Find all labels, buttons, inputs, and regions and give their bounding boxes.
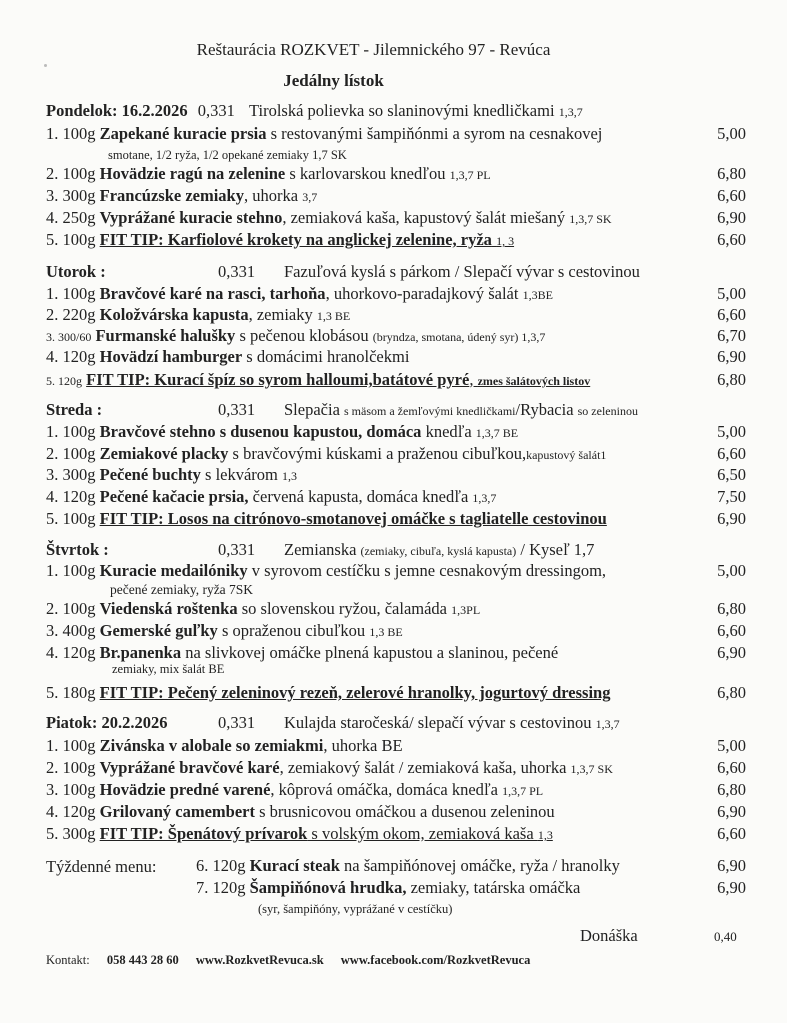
item-num: 4. 120g — [46, 802, 96, 821]
item-name: FIT TIP: Losos na citrónovo-smotanovej omáčke s tagliatelle cestovinou — [99, 509, 607, 528]
item-name: Pečené kačacie prsia, — [99, 487, 249, 506]
menu-item — [46, 598, 746, 620]
item-name: Hovädzí hamburger — [99, 347, 243, 366]
item-price: 6,80 — [713, 682, 746, 704]
monday-header — [46, 100, 746, 122]
item-num: 6. 120g — [196, 856, 246, 875]
soup-a-desc: s mäsom a žemľovými knedličkami — [344, 404, 516, 418]
contact-footer — [46, 953, 544, 968]
contact-facebook: www.facebook.com/RozkvetRevuca — [340, 953, 531, 967]
item-price: 5,00 — [717, 736, 746, 755]
item-price: 6,70 — [717, 326, 746, 345]
soup-name: Kulajda staročeská/ slepačí vývar s cestovinou — [284, 713, 592, 732]
item-note: smotane, 1/2 ryža, 1/2 opekané zemiaky 1,7 SK — [108, 148, 347, 162]
item-price: 6,60 — [717, 444, 746, 463]
soup-qty: 0,331 — [218, 400, 256, 419]
item-name: Koložvárska kapusta — [99, 305, 249, 324]
tuesday-header — [46, 261, 746, 283]
menu-item — [46, 486, 746, 508]
contact-label: Kontakt: — [46, 953, 90, 967]
item-name: Kuracie medailóniky — [99, 561, 248, 580]
soup-a-desc: (zemiaky, cibuľa, kyslá kapusta) — [360, 544, 517, 558]
thursday-header — [46, 539, 746, 561]
soup-a: Zemianska — [284, 540, 357, 559]
menu-item — [46, 421, 746, 443]
soup-name: Fazuľová kyslá s párkom / Slepačí vývar s cestovinou — [284, 262, 640, 281]
item-price: 6,80 — [717, 599, 746, 618]
item-desc: s bravčovými kúskami a praženou cibuľkou, — [228, 444, 527, 463]
item-num: 3. 400g — [46, 621, 96, 640]
soup-qty: 0,331 — [218, 540, 256, 559]
item-allergens: 3,7 — [302, 190, 318, 204]
item-desc: , zemiakový šalát / zemiaková kaša, uhorka — [279, 758, 571, 777]
menu-item — [46, 757, 746, 779]
item-price: 6,50 — [717, 465, 746, 484]
item-name: Kurací steak — [249, 856, 340, 875]
item-allergens: zmes šalátových listov — [477, 374, 591, 388]
weekly-item — [196, 855, 746, 877]
item-num: 4. 120g — [46, 643, 96, 662]
item-name: FIT TIP: Karfiolové krokety na anglickej zelenine, ryža — [99, 230, 492, 249]
soup-b: /Rybacia — [515, 400, 574, 419]
item-name: FIT TIP: Kurací špíz so syrom halloumi,batátové pyré — [86, 370, 470, 389]
item-allergens: 1,3 — [282, 469, 298, 483]
item-num: 2. 220g — [46, 305, 96, 324]
item-num: 5. 180g — [46, 683, 96, 702]
item-num: 3. 300g — [46, 186, 96, 205]
item-price: 6,90 — [717, 856, 746, 875]
menu-item — [46, 560, 746, 582]
item-num: 4. 250g — [46, 208, 96, 227]
item-num: 5. 100g — [46, 230, 96, 249]
soup-b: / Kyseľ 1,7 — [520, 540, 595, 559]
soup-name: Tirolská polievka so slaninovými knedličkami — [249, 101, 555, 120]
item-desc: knedľa — [421, 422, 476, 441]
item-note: pečené zemiaky, ryža 7SK — [110, 582, 254, 597]
item-allergens: 1,3,7 PL — [449, 168, 491, 182]
item-name: Br.panenka — [99, 643, 182, 662]
item-price: 6,90 — [717, 878, 746, 897]
soup-qty: 0,331 — [197, 101, 235, 120]
item-price: 5,00 — [717, 124, 746, 143]
item-allergens: kapustový šalát1 — [526, 448, 607, 462]
item-name: Grilovaný camembert — [99, 802, 255, 821]
item-price: 5,00 — [717, 561, 746, 580]
weekly-menu-label: Týždenné menu: — [46, 857, 157, 876]
day-label: Pondelok: 16.2.2026 — [46, 101, 188, 120]
day-label: Piatok: 20.2.2026 — [46, 713, 168, 732]
item-name: Bravčové karé na rasci, tarhoňa — [99, 284, 326, 303]
item-name: FIT TIP: Pečený zeleninový rezeň, zelerové hranolky, jogurtový dressing — [99, 683, 611, 702]
item-num: 5. 120g — [46, 374, 82, 388]
item-desc: , — [469, 370, 478, 389]
day-label: Streda : — [46, 400, 103, 419]
item-desc: , uhorkovo-paradajkový šalát — [325, 284, 523, 303]
item-name: Hovädzie ragú na zelenine — [99, 164, 286, 183]
item-name: Furmanské halušky — [95, 326, 236, 345]
item-name: Hovädzie predné varené — [99, 780, 271, 799]
item-name: Vyprážané bravčové karé — [99, 758, 280, 777]
item-desc: s restovanými šampiňónmi a syrom na cesnakovej — [266, 124, 603, 143]
day-label: Štvrtok : — [46, 540, 109, 559]
item-price: 6,90 — [713, 508, 746, 530]
item-price: 6,60 — [717, 186, 746, 205]
item-num: 4. 120g — [46, 487, 96, 506]
item-price: 6,90 — [717, 208, 746, 227]
item-name: Viedenská roštenka — [99, 599, 238, 618]
item-note: (syr, šampiňóny, vyprážané v cestíčku) — [258, 902, 453, 916]
soup-names — [284, 539, 594, 562]
item-name: Gemerské guľky — [99, 621, 218, 640]
item-allergens: 1,3,7 — [472, 491, 497, 505]
item-name: Šampiňónová hrudka, — [249, 878, 407, 897]
item-allergens: 1,3,7 BE — [475, 426, 519, 440]
item-desc: so slovenskou ryžou, čalamáda — [237, 599, 452, 618]
item-num: 1. 100g — [46, 124, 96, 143]
scan-dot — [44, 64, 47, 67]
contact-website: www.RozkvetRevuca.sk — [195, 953, 324, 967]
item-allergens: 1,3,7 PL — [502, 784, 544, 798]
day-label: Utorok : — [46, 262, 106, 281]
item-name: Bravčové stehno s dusenou kapustou, domáca — [99, 422, 422, 441]
menu-item-fit — [46, 508, 746, 530]
item-price: 5,00 — [717, 422, 746, 441]
item-desc: , uhorka BE — [323, 736, 403, 755]
item-desc: , zemiaky — [248, 305, 317, 324]
contact-phone: 058 443 28 60 — [106, 953, 179, 967]
item-price: 6,60 — [717, 758, 746, 777]
item-allergens: 1,3,7 SK — [570, 762, 613, 776]
item-desc: , kôprová omáčka, domáca knedľa — [270, 780, 503, 799]
menu-item — [46, 123, 746, 145]
soup-qty: 0,331 — [218, 262, 256, 281]
menu-item — [46, 207, 746, 229]
item-allergens: 1, 3 — [496, 234, 515, 248]
item-price: 6,80 — [717, 370, 746, 389]
wednesday-header — [46, 399, 746, 421]
soup-a: Slepačia — [284, 400, 340, 419]
item-num: 1. 100g — [46, 284, 96, 303]
item-name: Zapekané kuracie prsia — [99, 124, 267, 143]
item-num: 1. 100g — [46, 736, 96, 755]
item-num: 5. 300g — [46, 824, 96, 843]
menu-item — [46, 642, 746, 664]
menu-item — [46, 735, 746, 757]
friday-header — [46, 712, 746, 734]
item-price: 6,60 — [717, 230, 746, 249]
item-price: 6,90 — [717, 347, 746, 366]
item-price: 6,60 — [717, 824, 746, 843]
menu-item — [46, 283, 746, 305]
item-num: 1. 100g — [46, 561, 96, 580]
item-desc: v syrovom cestíčku s jemne cesnakovým dressingom, — [247, 561, 607, 580]
item-num: 3. 300/60 — [46, 330, 92, 344]
menu-item — [46, 620, 746, 642]
item-num: 2. 100g — [46, 599, 96, 618]
menu-item-fit — [46, 823, 746, 845]
item-desc: s volským okom, zemiaková kaša — [307, 824, 538, 843]
menu-title: Jedálny lístok — [283, 71, 384, 90]
item-allergens: 1,3 BE — [369, 625, 403, 639]
menu-item-fit — [46, 229, 746, 251]
item-note: zemiaky, mix šalát BE — [112, 662, 225, 676]
item-price: 7,50 — [717, 487, 746, 506]
item-price: 6,60 — [717, 621, 746, 640]
soup-names — [284, 399, 638, 422]
item-price: 6,90 — [717, 802, 746, 821]
item-num: 1. 100g — [46, 422, 96, 441]
menu-item — [46, 464, 746, 486]
delivery-price: 0,40 — [714, 929, 737, 944]
item-desc: s karlovarskou knedľou — [285, 164, 450, 183]
soup-allergens: 1,3,7 — [558, 105, 583, 119]
item-name: Zivánska v alobale so zemiakmi — [99, 736, 324, 755]
restaurant-header: Reštaurácia ROZKVET - Jilemnického 97 - Revúca — [196, 40, 551, 59]
item-name: Zemiakové placky — [99, 444, 229, 463]
item-num: 4. 120g — [46, 347, 96, 366]
item-allergens: 1,3 — [537, 828, 553, 842]
menu-item — [46, 185, 746, 207]
item-price: 5,00 — [717, 284, 746, 303]
menu-item — [46, 801, 746, 823]
item-desc: s brusnicovou omáčkou a dusenou zeleninou — [254, 802, 555, 821]
menu-item — [46, 325, 746, 347]
item-name: Francúzske zemiaky — [99, 186, 244, 205]
item-desc: na slivkovej omáčke plnená kapustou a slaninou, pečené — [181, 643, 559, 662]
menu-item — [46, 304, 746, 326]
item-name: Pečené buchty — [99, 465, 201, 484]
menu-item — [46, 346, 746, 368]
item-name: Vyprážané kuracie stehno — [99, 208, 283, 227]
item-allergens: (bryndza, smotana, údený syr) 1,3,7 — [372, 330, 546, 344]
item-allergens: 1,3 BE — [316, 309, 351, 323]
delivery-label: Donáška — [580, 926, 638, 945]
item-num: 5. 100g — [46, 509, 96, 528]
item-desc: s pečenou klobásou — [235, 326, 373, 345]
item-name: FIT TIP: Špenátový prívarok — [99, 824, 308, 843]
item-allergens: 1,3,7 SK — [569, 212, 612, 226]
item-num: 3. 300g — [46, 465, 96, 484]
item-price: 6,60 — [717, 305, 746, 324]
item-allergens: 1,3BE — [522, 288, 553, 302]
menu-item-fit — [46, 682, 746, 704]
menu-item — [46, 443, 746, 465]
soup-b-desc: so zeleninou — [577, 404, 638, 418]
item-num: 2. 100g — [46, 758, 96, 777]
item-num: 7. 120g — [196, 878, 246, 897]
item-desc: s opraženou cibuľkou — [217, 621, 370, 640]
item-desc: s lekvárom — [200, 465, 283, 484]
item-desc: , zemiaková kaša, kapustový šalát miešaný — [282, 208, 570, 227]
menu-item — [46, 779, 746, 801]
item-num: 3. 100g — [46, 780, 96, 799]
weekly-item — [196, 877, 746, 899]
item-price: 6,80 — [717, 780, 746, 799]
item-desc: , uhorka — [243, 186, 303, 205]
item-price: 6,90 — [717, 643, 746, 662]
soup-qty: 0,331 — [218, 713, 256, 732]
soup-allergens: 1,3,7 — [595, 717, 620, 731]
menu-item — [46, 163, 746, 185]
item-desc: s domácimi hranolčekmi — [242, 347, 410, 366]
menu-item-fit — [46, 369, 746, 391]
item-allergens: 1,3PL — [451, 603, 481, 617]
item-desc: zemiaky, tatárska omáčka — [406, 878, 581, 897]
item-price: 6,80 — [717, 164, 746, 183]
item-desc: červená kapusta, domáca knedľa — [248, 487, 473, 506]
item-desc: na šampiňónovej omáčke, ryža / hranolky — [339, 856, 620, 875]
item-num: 2. 100g — [46, 444, 96, 463]
item-num: 2. 100g — [46, 164, 96, 183]
soup-names — [284, 712, 620, 735]
